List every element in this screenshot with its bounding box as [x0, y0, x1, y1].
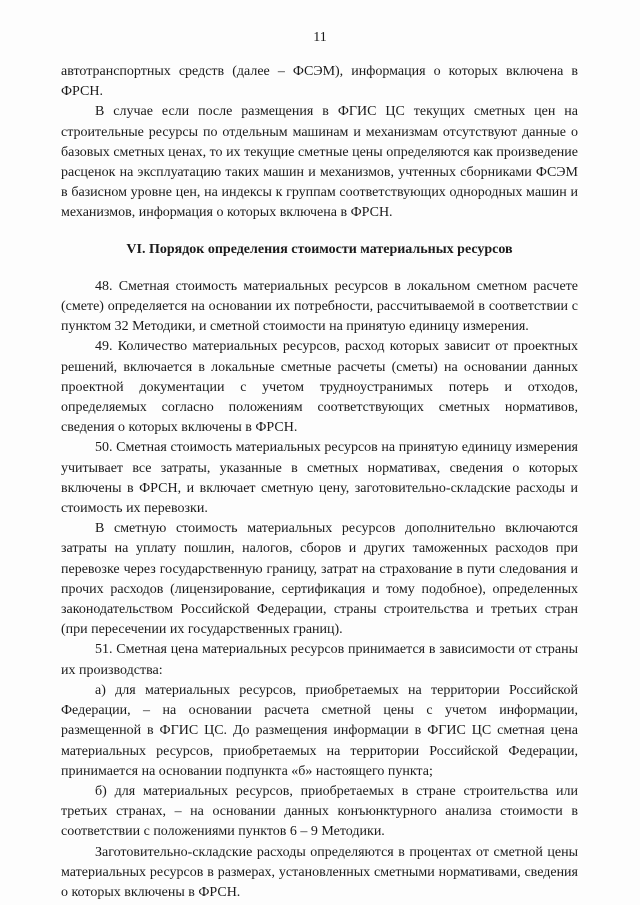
- clause-51: 51. Сметная цена материальных ресурсов принимается в зависимости от страны их производства:: [61, 642, 578, 678]
- paragraph-additional-costs: В сметную стоимость материальных ресурсов дополнительно включаются затраты на уплату пошлин, налогов, сборов и других таможенных расходов при перевозке через государственную границу, затрат на страхование в пути следования и прочих расходов (лицензирование, сертификация и тому подобное), определенных законодательством Российской Федерации, страны строительства и третьих стран (при пересечении их государственных границ).: [61, 521, 578, 638]
- section-heading: VI. Порядок определения стоимости материальных ресурсов: [126, 241, 513, 257]
- paragraph-warehouse-costs: Заготовительно-складские расходы определяются в процентах от сметной цены материальных ресурсов в размерах, установленных сметными нормативами, сведения о которых включены в ФРСН.: [61, 844, 578, 900]
- clause-50: 50. Сметная стоимость материальных ресурсов на принятую единицу измерения учитывает все затраты, указанные в сметных нормативах, сведения о которых включены в ФРСН, и включает сметную цену, заготовительно-складские расходы и стоимость их перевозки.: [61, 440, 578, 517]
- page-number: 11: [313, 30, 327, 45]
- clause-48: 48. Сметная стоимость материальных ресурсов в локальном сметном расчете (смете) определяется на основании их потребности, рассчитываемой в соответствии с пунктом 32 Методики, и сметной стоимости на принятую единицу измерения.: [61, 278, 578, 335]
- paragraph-fsem-prices: В случае если после размещения в ФГИС ЦС текущих сметных цен на строительные ресурсы по отдельным машинам и механизмам отсутствуют данные о базовых сметных ценах, то их текущие сметные цены определяются как произведение расценок на эксплуатацию таких машин и механизмов, учтенных сборниками ФСЭМ в базисном уровне цен, на индексы к группам соответствующих однородных машин и механизмов, информация о которых включена в ФРСН.: [61, 104, 578, 221]
- paragraph-continuation: автотранспортных средств (далее – ФСЭМ), информация о которых включена в ФРСН.: [61, 64, 578, 100]
- document-body: [61, 62, 578, 903]
- subclause-b: б) для материальных ресурсов, приобретаемых в стране строительства или третьих странах, – на основании данных конъюнктурного анализа стоимости в соответствии с положениями пунктов 6 – 9 Методики.: [61, 783, 578, 840]
- subclause-a: а) для материальных ресурсов, приобретаемых на территории Российской Федерации, – на основании расчета сметной цены с учетом информации, размещенной в ФГИС ЦС. До размещения информации в ФГИС ЦС сметная цена материальных ресурсов, приобретаемых на территории Российской Федерации, принимается на основании подпункта «б» настоящего пункта;: [61, 682, 578, 779]
- clause-49: 49. Количество материальных ресурсов, расход которых зависит от проектных решений, включается в локальные сметные расчеты (сметы) на основании данных проектной документации с учетом трудноустранимых потерь и отходов, определяемых согласно положениям соответствующих сметных нормативов, сведения о которых включены в ФРСН.: [61, 339, 578, 436]
